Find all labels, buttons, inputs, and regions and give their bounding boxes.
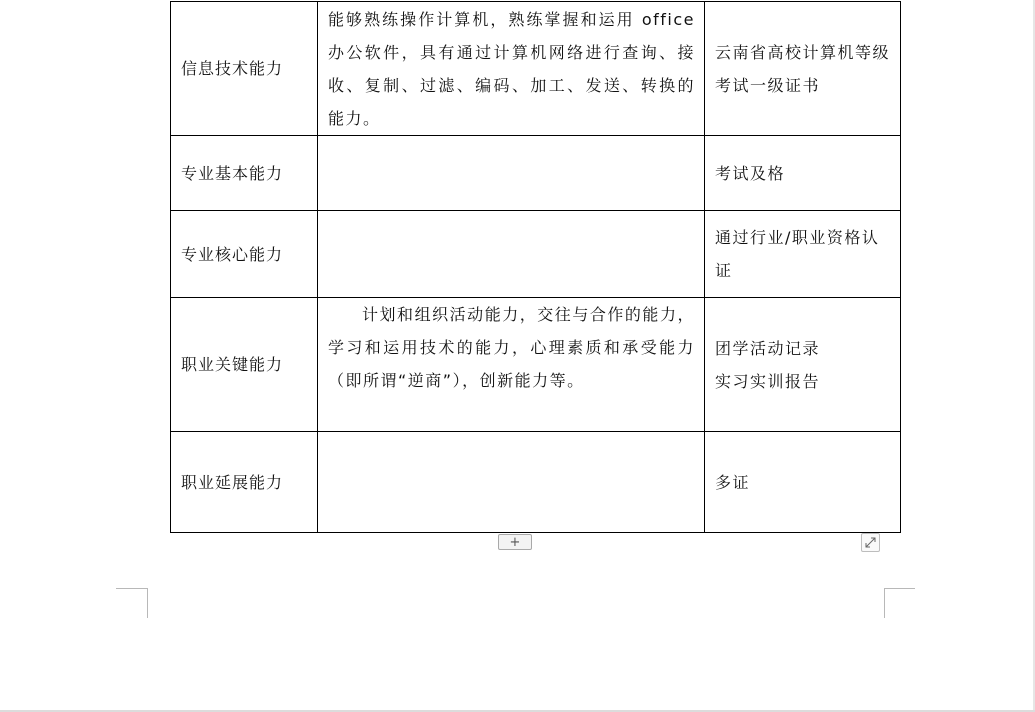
description-text: 能够熟练操作计算机，熟练掌握和运用 office 办公软件，具有通过计算机网络进行查询、接收、复制、过滤、编码、加工、发送、转换的能力。 [328,9,695,128]
table-row [171,211,901,298]
table-row [171,432,901,533]
table-cell-certificate[interactable] [705,298,901,432]
table-cell-ability[interactable] [171,432,318,533]
ability-label: 专业基本能力 [181,163,284,183]
table-row [171,136,901,211]
ability-label: 职业关键能力 [181,355,284,374]
table-cell-ability[interactable] [171,2,318,136]
certificate-text: 多证 [715,472,751,492]
table-row [171,2,901,136]
add-row-button[interactable]: + [498,534,532,550]
table-cell-ability[interactable] [171,211,318,298]
table-cell-description[interactable] [318,298,705,432]
table-row [171,298,901,432]
certificate-text: 通过行业/职业资格认证 [715,228,880,280]
certificate-text: 团学活动记录 [715,338,821,358]
margin-corner-mark [884,588,915,618]
table-cell-ability[interactable] [171,298,318,432]
margin-corner-mark [116,588,148,618]
table-cell-certificate[interactable] [705,2,901,136]
table-cell-description[interactable] [318,432,705,533]
ability-label: 专业核心能力 [181,244,284,264]
table-cell-certificate[interactable] [705,432,901,533]
ability-label: 信息技术能力 [181,59,284,78]
table-cell-certificate[interactable] [705,136,901,211]
certificate-text: 实习实训报告 [715,371,821,391]
certificate-text: 考试及格 [715,163,786,183]
table-cell-ability[interactable] [171,136,318,211]
table-cell-description[interactable] [318,2,705,136]
certificate-text: 云南省高校计算机等级考试一级证书 [715,42,891,95]
table-cell-description[interactable] [318,211,705,298]
resize-diagonal-icon [862,534,879,551]
table-resize-handle[interactable] [861,533,880,552]
table-cell-description[interactable] [318,136,705,211]
description-text: 计划和组织活动能力，交往与合作的能力，学习和运用技术的能力，心理素质和承受能力（即所谓“逆商”），创新能力等。 [328,305,695,390]
table-cell-certificate[interactable] [705,211,901,298]
ability-table [170,1,901,533]
ability-label: 职业延展能力 [181,472,284,492]
